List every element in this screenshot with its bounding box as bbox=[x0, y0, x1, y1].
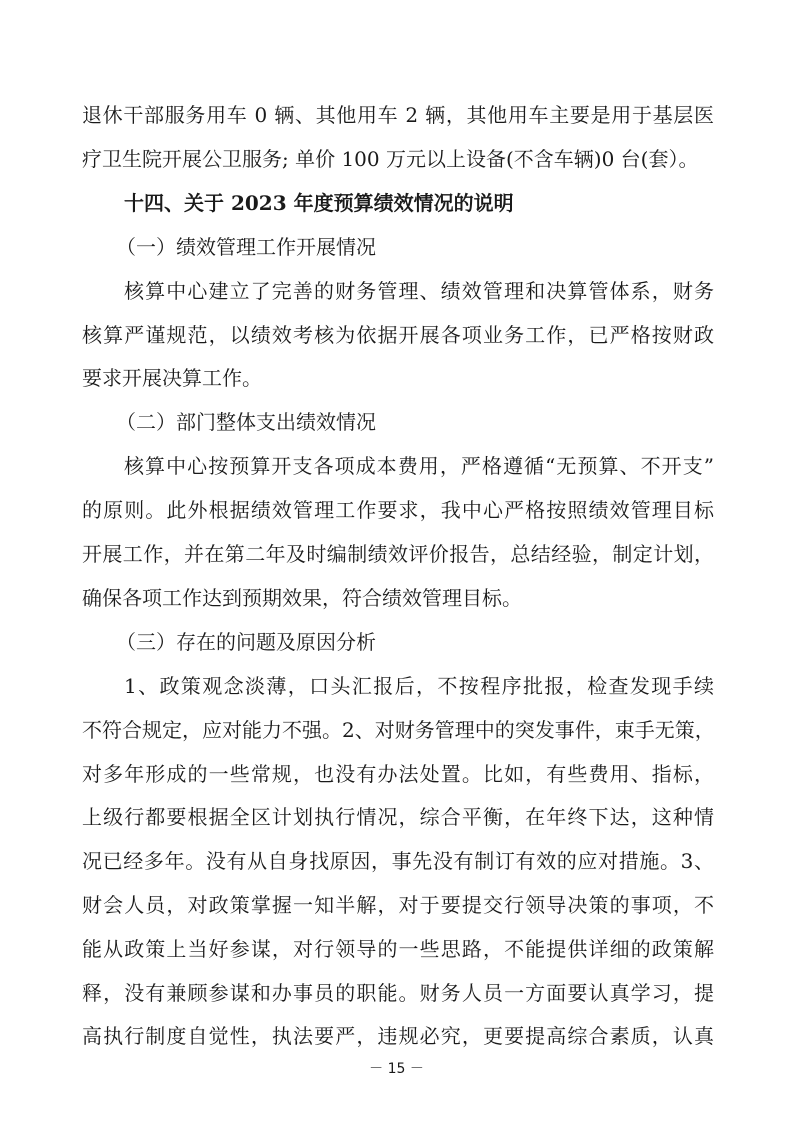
subsection-heading: （一）绩效管理工作开展情况 bbox=[116, 235, 376, 259]
section-heading: 十四、关于 2023 年度预算绩效情况的说明 bbox=[124, 191, 514, 215]
body-line: 1、政策观念淡薄，口头汇报后，不按程序批报，检查发现手续 bbox=[124, 674, 714, 698]
page-number: － 15 － bbox=[369, 1061, 424, 1077]
body-line: 要求开展决算工作。 bbox=[82, 366, 262, 390]
body-line: 况已经多年。没有从自身找原因，事先没有制订有效的应对措施。3、 bbox=[82, 849, 714, 873]
body-line: 能从政策上当好参谋，对行领导的一些思路，不能提供详细的政策解 bbox=[82, 937, 714, 961]
body-line: 财会人员，对政策掌握一知半解，对于要提交行领导决策的事项，不 bbox=[82, 893, 714, 917]
body-line: 核算中心建立了完善的财务管理、绩效管理和决算管体系，财务 bbox=[124, 279, 714, 303]
body-line: 对多年形成的一些常规，也没有办法处置。比如，有些费用、指标， bbox=[82, 762, 714, 786]
body-line: 不符合规定，应对能力不强。2、对财务管理中的突发事件，束手无策， bbox=[82, 718, 715, 742]
body-line: 上级行都要根据全区计划执行情况，综合平衡，在年终下达，这种情 bbox=[82, 805, 714, 829]
subsection-heading: （二）部门整体支出绩效情况 bbox=[116, 410, 376, 434]
body-line: 疗卫生院开展公卫服务; 单价 100 万元以上设备(不含车辆)0 台(套）。 bbox=[82, 147, 699, 171]
body-line: 释，没有兼顾参谋和办事员的职能。财务人员一方面要认真学习，提 bbox=[82, 981, 714, 1005]
subsection-heading: （三）存在的问题及原因分析 bbox=[116, 630, 376, 654]
body-line: 高执行制度自觉性，执法要严，违规必究，更要提高综合素质，认真 bbox=[82, 1024, 714, 1048]
body-line: 核算严谨规范，以绩效考核为依据开展各项业务工作，已严格按财政 bbox=[82, 323, 714, 347]
body-line: 退休干部服务用车 0 辆、其他用车 2 辆，其他用车主要是用于基层医 bbox=[82, 103, 714, 127]
body-line: 开展工作，并在第二年及时编制绩效评价报告，总结经验，制定计划， bbox=[82, 542, 714, 566]
body-line: 确保各项工作达到预期效果，符合绩效管理目标。 bbox=[82, 586, 522, 610]
body-line: 的原则。此外根据绩效管理工作要求，我中心严格按照绩效管理目标 bbox=[82, 498, 714, 522]
body-line: 核算中心按预算开支各项成本费用，严格遵循“无预算、不开支” bbox=[124, 454, 714, 478]
